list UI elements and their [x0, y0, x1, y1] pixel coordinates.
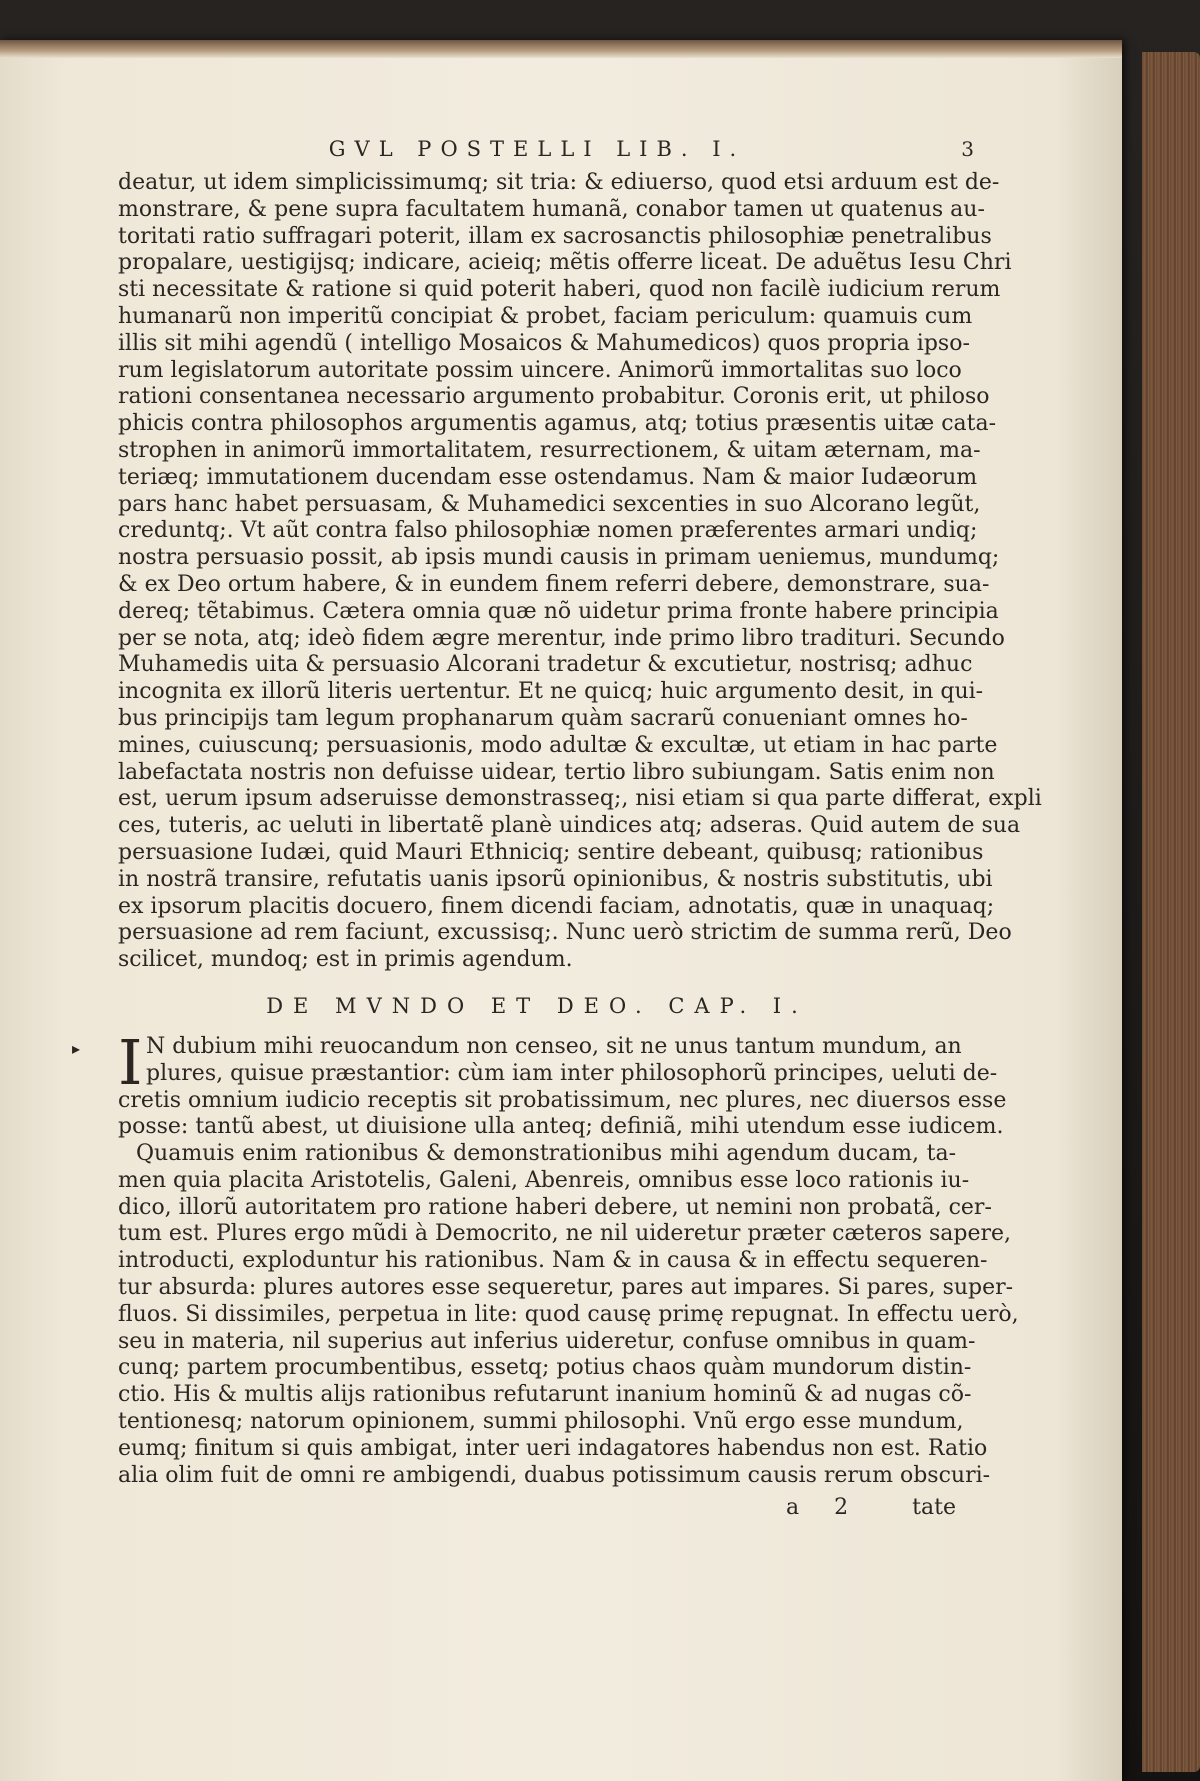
text-line: nostra persuasio possit, ab ipsis mundi causis in primam ueniemus, mundumq;: [118, 545, 1000, 571]
text-line: humanarũ non imperitũ concipiat & probet, faciam periculum: quamuis cum: [118, 303, 973, 329]
text-line: rum legislatorum autoritate possim uincere. Animorũ immortalitas suo loco: [118, 357, 962, 383]
text-line: posse: tantũ abest, ut diuisione ulla anteq; definiã, mihi utendum esse iudicem.: [118, 1114, 1004, 1140]
text-line: propalare, uestigijsq; indicare, acieiq; mẽtis offerre liceat. De aduẽtus Iesu Chri: [118, 250, 1012, 276]
text-line: scilicet, mundoq; est in primis agendum.: [118, 947, 573, 973]
text-line: eumq; finitum si quis ambigat, inter ueri indagatores habendus non est. Ratio: [118, 1435, 988, 1461]
text-line: labefactata nostris non defuisse uidear, tertio libro subiungam. Satis enim non: [118, 759, 995, 785]
page-edges: [1142, 52, 1200, 1772]
text-line: tur absurda: plures autores esse sequeretur, pares aut impares. Si pares, super-: [118, 1275, 1014, 1301]
drop-initial: I: [118, 1025, 143, 1099]
text-line: N dubium mihi reuocandum non censeo, sit ne unus tantum mundum, an: [146, 1033, 962, 1059]
text-line: alia olim fuit de omni re ambigendi, duabus potissimum causis rerum obscuri-: [118, 1462, 991, 1488]
page-footer: [118, 1495, 956, 1525]
text-line: monstrare, & pene supra facultatem humanã, conabor tamen ut quatenus au-: [118, 196, 985, 222]
text-line: tum est. Plures ergo mũdi à Democrito, ne nil uideretur præter cæteros sapere,: [118, 1221, 1012, 1247]
text-line: cunq; partem procumbentibus, essetq; potius chaos quàm mundorum distin-: [118, 1355, 972, 1381]
text-line: strophen in animorũ immortalitatem, resurrectionem, & uitam æternam, ma-: [118, 437, 981, 463]
text-line: rationi consentanea necessario argumento probabitur. Coronis erit, ut philoso: [118, 384, 990, 410]
text-line: introducti, exploduntur his rationibus. Nam & in causa & in effectu sequeren-: [118, 1248, 988, 1274]
chapter-text: [72, 1025, 1019, 1490]
text-line: ces, tuteris, ac ueluti in libertatẽ planè uindices atq; adseras. Quid autem de sua: [118, 813, 1021, 839]
text-line: sti necessitate & ratione si quid poterit haberi, quod non facilè iudicium rerum: [118, 277, 1001, 303]
text-line: phicis contra philosophos argumentis agamus, atq; totius præsentis uitæ cata-: [118, 411, 997, 437]
text-line: dico, illorũ autoritatem pro ratione haberi debere, ut nemini non probatã, cer-: [118, 1194, 992, 1220]
text-line: toritati ratio suffragari poterit, illam ex sacrosanctis philosophiæ penetralibus: [118, 223, 992, 249]
text-line: plures, quisue præstantior: cùm iam inter philosophorũ principes, ueluti de-: [146, 1060, 998, 1086]
text-line: incognita ex illorũ literis uertentur. Et ne quicq; huic argumento desit, in qui-: [118, 679, 984, 705]
text-line: deatur, ut idem simplicissimumq; sit tria: & ediuerso, quod etsi arduum est de-: [118, 170, 1000, 195]
text-line: ex ipsorum placitis docuero, finem dicendi faciam, adnotatis, quæ in unaquaq;: [118, 893, 995, 919]
book-page: [0, 40, 1122, 1781]
text-line: Quamuis enim rationibus & demonstrationibus mihi agendum ducam, ta-: [136, 1141, 956, 1167]
text-line: Muhamedis uita & persuasio Alcorani tradetur & excutietur, nostrisq; adhuc: [118, 652, 973, 678]
text-line: teriæq; immutationem ducendam esse ostendamus. Nam & maior Iudæorum: [118, 464, 978, 490]
folio-number: 3: [961, 137, 974, 161]
text-line: est, uerum ipsum adseruisse demonstrasseq;, nisi etiam si qua parte differat, expli: [118, 786, 1042, 812]
text-line: men quia placita Aristotelis, Galeni, Abenreis, omnibus esse loco rationis iu-: [118, 1167, 970, 1193]
text-line: seu in materia, nil superius aut inferius uideretur, confuse omnibus in quam-: [118, 1328, 976, 1354]
page-header: [118, 136, 974, 166]
text-line: dereq; tẽtabimus. Cætera omnia quæ nõ uidetur prima fronte habere principia: [118, 598, 999, 624]
text-line: tentionesq; natorum opinionem, summi philosophi. Vnũ ergo esse mundum,: [118, 1409, 964, 1435]
text-line: in nostrã transire, refutatis uanis ipsorũ opinionibus, & nostris substitutis, ubi: [118, 866, 993, 892]
text-line: mines, cuiuscunq; persuasionis, modo adultæ & excultæ, ut etiam in hac parte: [118, 732, 998, 758]
text-line: per se nota, atq; ideò fidem ægre merentur, inde primo libro tradituri. Secundo: [118, 625, 1005, 651]
text-line: ctio. His & multis alijs rationibus refutarunt inanium hominũ & ad nugas cõ-: [118, 1382, 972, 1408]
chapter-title: DE MVNDO ET DEO. CAP. I.: [266, 993, 808, 1018]
text-line: pars hanc habet persuasam, & Muhamedici sexcenties in suo Alcorano legũt,: [118, 491, 981, 517]
page-top-edge: [0, 40, 1122, 58]
catchword: tate: [912, 1495, 956, 1521]
text-block: [72, 136, 1042, 1525]
text-line: & ex Deo ortum habere, & in eundem finem referri debere, demonstrare, sua-: [118, 571, 990, 597]
text-line: bus principijs tam legum prophanarum quàm sacrarũ conueniant omnes ho-: [118, 705, 968, 731]
preface-text: [118, 170, 1042, 974]
text-line: persuasione Iudæi, quid Mauri Ethniciq; sentire debeant, quibusq; rationibus: [118, 839, 984, 865]
text-line: illis sit mihi agendũ ( intelligo Mosaicos & Mahumedicos) quos propria ipso-: [118, 330, 970, 356]
signature-mark: a 2: [786, 1495, 863, 1521]
text-line: fluos. Si dissimiles, perpetua in lite: quod causę primę repugnat. In effectu uerò,: [118, 1301, 1019, 1327]
text-line: creduntq;. Vt aũt contra falso philosophiæ nomen præferentes armari undiq;: [118, 518, 978, 544]
margin-pointer-icon: ▸: [72, 1038, 81, 1058]
text-line: cretis omnium iudicio receptis sit probatissimum, nec plures, nec diuersos esse: [118, 1087, 1007, 1113]
running-head: GVL POSTELLI LIB. I.: [328, 137, 746, 161]
text-line: persuasione ad rem faciunt, excussisq;. Nunc uerò strictim de summa rerũ, Deo: [118, 920, 1012, 946]
